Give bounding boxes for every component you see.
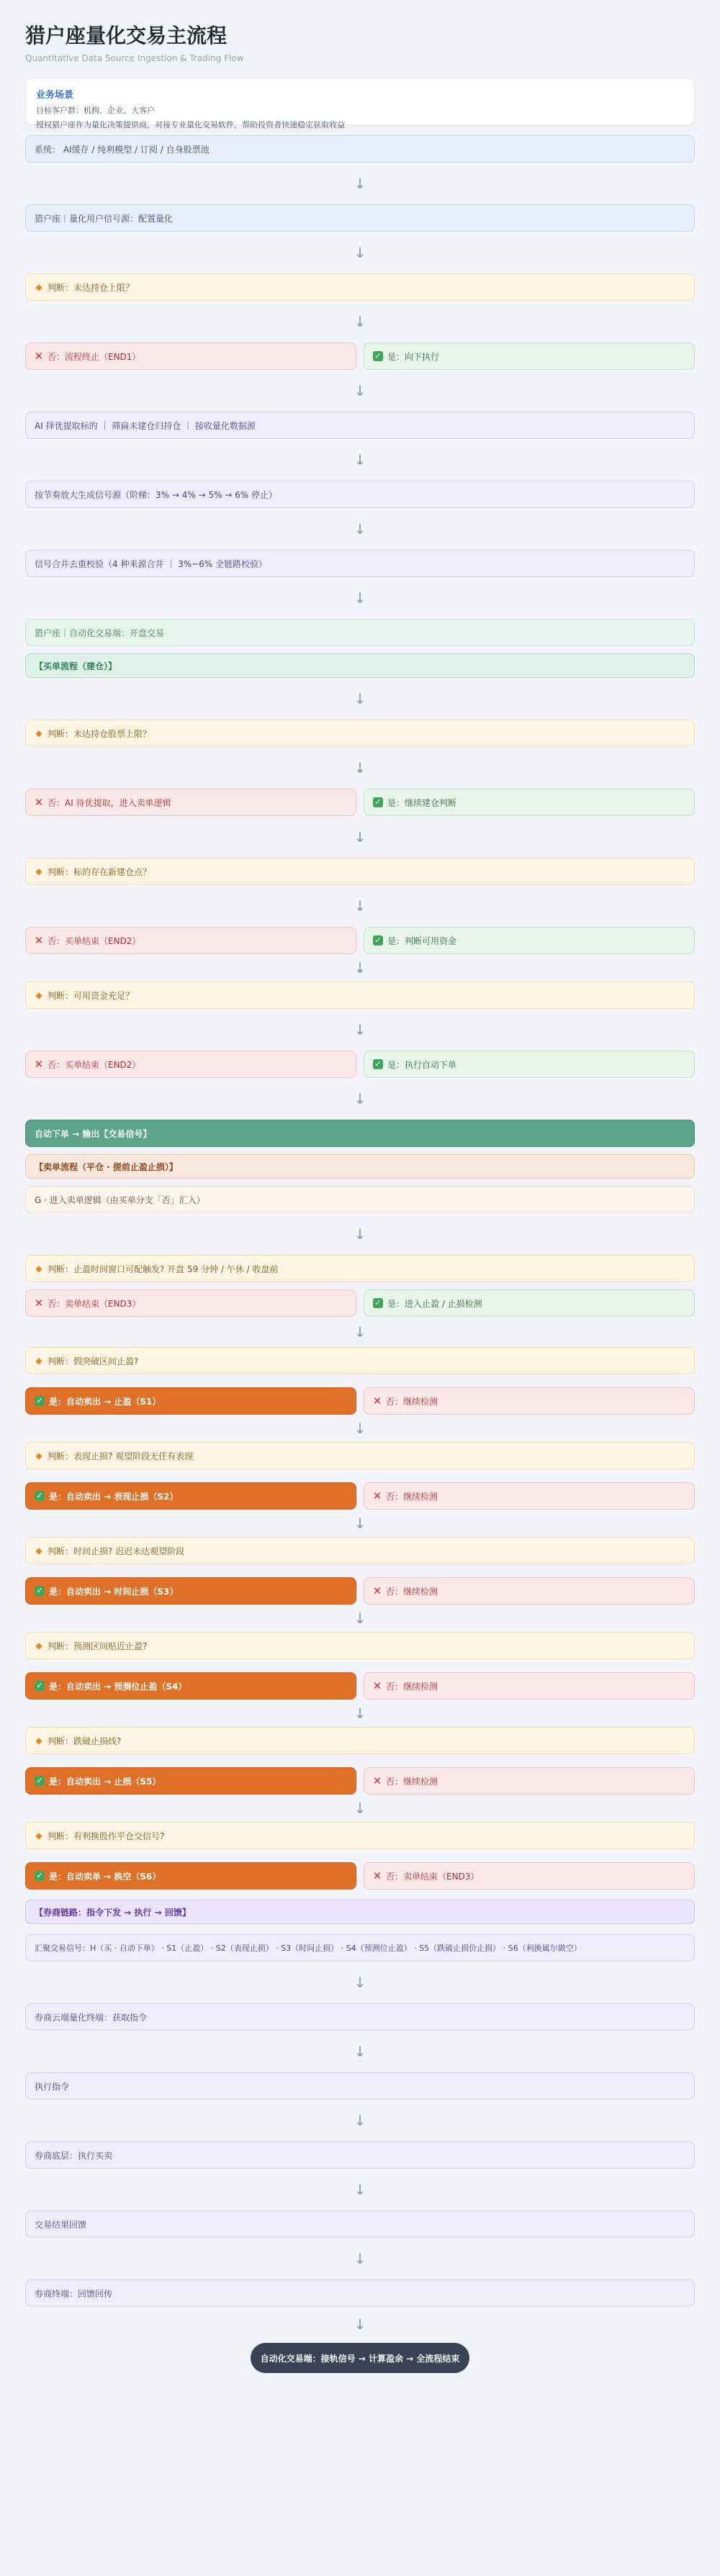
branch-yes — [364, 1051, 695, 1078]
cross-icon: ✕ — [34, 796, 44, 809]
node-tiers — [25, 481, 695, 508]
diamond-icon: ◆ — [35, 1831, 42, 1841]
arrow-down-icon: ↓ — [354, 1974, 366, 1991]
branch-row — [25, 1482, 695, 1510]
node-label: 判断：表现止损? 观望阶段无任有表现 — [48, 1451, 194, 1461]
node-label: 否：AI 待优提取，进入卖单逻辑 — [48, 797, 171, 808]
branch-sell-s6 — [25, 1862, 356, 1890]
node-label: 信号合并去重校验（4 种来源合并 ｜ 3%~6% 全链路校验） — [35, 558, 268, 569]
node-label: 【买单流程（建仓）】 — [35, 661, 117, 671]
node-label: 券商底层：执行买卖 — [35, 2150, 113, 2161]
arrow-down-icon: ↓ — [354, 1515, 366, 1532]
branch-row — [25, 1862, 695, 1890]
scenario-card — [25, 78, 695, 130]
decision-new-point — [25, 858, 695, 885]
node-label: 是：判断可用资金 — [387, 935, 457, 946]
node-broker-buy — [25, 2141, 695, 2169]
branch-continue — [364, 1387, 695, 1415]
diamond-icon: ◆ — [35, 1451, 42, 1461]
decision-window — [25, 1255, 695, 1282]
diamond-icon: ◆ — [35, 1546, 42, 1556]
page-title: 猎户座量化交易主流程 — [25, 24, 228, 47]
node-label: 否：继续检测 — [386, 1681, 438, 1692]
node-label: 猎户座｜量化用户信号源：配置量化 — [35, 213, 174, 224]
arrow-down-icon: ↓ — [354, 2112, 366, 2129]
node-label: 判断：跌破止损线? — [48, 1736, 122, 1746]
node-label: 是：自动卖出 → 表现止损（S2） — [49, 1491, 179, 1502]
end-wrap — [25, 2343, 695, 2373]
diamond-icon: ◆ — [35, 728, 42, 738]
node-label: 否：卖单结束（END3） — [48, 1298, 141, 1309]
branch-sell-s3 — [25, 1577, 356, 1605]
node-execute — [25, 2072, 695, 2100]
diamond-icon: ◆ — [35, 866, 42, 876]
decision-predict — [25, 1632, 695, 1659]
diamond-icon: ◆ — [35, 1641, 42, 1651]
node-label: 是：自动卖出 → 止损（S5） — [49, 1776, 161, 1787]
arrow-down-icon: ↓ — [354, 1705, 366, 1722]
arrow-down-icon: ↓ — [354, 1323, 366, 1341]
node-label: 交易结果回馈 — [35, 2219, 87, 2230]
branch-row — [25, 1387, 695, 1415]
branch-row — [25, 343, 695, 370]
branch-no — [25, 789, 356, 816]
node-label: 判断：预测区间贴近止盈? — [48, 1641, 148, 1651]
branch-continue — [364, 1482, 695, 1510]
arrow-down-icon: ↓ — [354, 244, 366, 261]
decision-time — [25, 1537, 695, 1564]
node-terminal — [25, 2280, 695, 2307]
check-icon: ✓ — [373, 797, 383, 807]
node-label: 判断：止盈时间窗口可配触发? 开盘 59 分钟 / 午休 / 收盘前 — [48, 1264, 279, 1274]
check-icon: ✓ — [35, 1491, 45, 1501]
arrow-down-icon: ↓ — [354, 959, 366, 976]
decision-stock-limit — [25, 720, 695, 747]
cross-icon: ✕ — [372, 1584, 382, 1597]
decision-hold-limit — [25, 273, 695, 301]
node-result — [25, 2210, 695, 2238]
branch-row — [25, 1051, 695, 1078]
arrow-down-icon: ↓ — [354, 1800, 366, 1817]
arrow-down-icon: ↓ — [354, 2181, 366, 2198]
arrow-down-icon: ↓ — [354, 1021, 366, 1038]
scenario-line-1: 目标客户群：机构、企业、大客户 — [36, 106, 155, 115]
node-label: 是：继续建仓判断 — [387, 797, 457, 808]
check-icon: ✓ — [35, 1681, 45, 1691]
node-label: 【券商链路：指令下发 → 执行 → 回馈】 — [35, 1907, 191, 1918]
node-label: 判断：时间止损? 迟迟未达观望阶段 — [48, 1546, 185, 1556]
node-label: 否：买单结束（END2） — [48, 935, 141, 946]
branch-row — [25, 789, 695, 816]
node-label: 否：继续检测 — [386, 1396, 438, 1407]
branch-continue — [364, 1767, 695, 1795]
node-label: 判断：可用资金充足？ — [48, 990, 135, 1001]
node-label: 否：买单结束（END2） — [48, 1059, 141, 1070]
scenario-line-2: 授权猎户座作为量化决策提供商，对接专业量化交易软件，帮助投资者快速稳定获取收益 — [36, 120, 345, 130]
node-label: 判断：假突破区间止盈? — [48, 1356, 139, 1366]
node-label: 否：流程终止（END1） — [48, 351, 141, 362]
branch-row — [25, 1672, 695, 1700]
node-label: 券商终端：回馈回传 — [35, 2288, 113, 2299]
node-label: 是：自动卖出 → 预测位止盈（S4） — [49, 1681, 187, 1692]
node-label: 判断：未达持仓上限？ — [48, 282, 135, 293]
arrow-down-icon: ↓ — [354, 1420, 366, 1437]
scenario-heading: 业务场景 — [36, 90, 74, 101]
node-label: 否：继续检测 — [386, 1586, 438, 1597]
node-label: 按节奏放大生成信号源（阶梯：3% → 4% → 5% → 6% 停止） — [35, 489, 278, 500]
branch-sell-s5 — [25, 1767, 356, 1795]
diamond-icon: ◆ — [35, 990, 42, 1000]
branch-no — [25, 1289, 356, 1317]
branch-row — [25, 1767, 695, 1795]
check-icon: ✓ — [373, 351, 383, 361]
cross-icon: ✕ — [34, 934, 44, 947]
node-label: 否：卖单结束（END3） — [386, 1871, 480, 1882]
branch-row — [25, 1577, 695, 1605]
diamond-icon: ◆ — [35, 1264, 42, 1274]
node-label: 是：自动卖出 → 止盈（S1） — [49, 1396, 161, 1407]
decision-break-line — [25, 1727, 695, 1754]
node-config — [25, 204, 695, 232]
branch-continue — [364, 1577, 695, 1605]
node-label: 是：自动卖出 → 时间止损（S3） — [49, 1586, 179, 1597]
page-subtitle: Quantitative Data Source Ingestion & Trading Flow — [25, 53, 244, 63]
arrow-down-icon: ↓ — [354, 1610, 366, 1627]
node-system — [25, 135, 695, 163]
arrow-down-icon: ↓ — [354, 589, 366, 607]
arrow-down-icon: ↓ — [354, 2316, 366, 2333]
node-label: G · 进入卖单逻辑（由买单分支「否」汇入） — [35, 1194, 205, 1205]
decision-breakout — [25, 1347, 695, 1374]
arrow-down-icon: ↓ — [354, 175, 366, 192]
node-label: 执行指令 — [35, 2081, 70, 2092]
branch-row — [25, 1289, 695, 1317]
branch-row — [25, 927, 695, 954]
node-broker-fetch — [25, 2003, 695, 2031]
branch-yes — [364, 343, 695, 370]
branch-yes — [364, 927, 695, 954]
node-label: 是：进入止盈 / 止损检测 — [387, 1298, 482, 1309]
cross-icon: ✕ — [372, 1869, 382, 1882]
branch-yes — [364, 1289, 695, 1317]
cross-icon: ✕ — [372, 1774, 382, 1787]
check-icon: ✓ — [35, 1871, 45, 1881]
branch-no — [25, 927, 356, 954]
branch-no — [25, 343, 356, 370]
node-signal-summary — [25, 1934, 695, 1962]
node-auto-order — [25, 1120, 695, 1147]
arrow-down-icon: ↓ — [354, 1225, 366, 1243]
arrow-down-icon: ↓ — [354, 2250, 366, 2267]
check-icon: ✓ — [373, 1298, 383, 1308]
node-label: 猎户座｜自动化交易端：开盘交易 — [35, 627, 165, 638]
check-icon: ✓ — [373, 935, 383, 945]
section-broker-header — [25, 1900, 695, 1924]
cross-icon: ✕ — [34, 1297, 44, 1310]
node-auto-open — [25, 619, 695, 646]
arrow-down-icon: ↓ — [354, 690, 366, 707]
diamond-icon: ◆ — [35, 1736, 42, 1746]
arrow-down-icon: ↓ — [354, 520, 366, 538]
branch-end3 — [364, 1862, 695, 1890]
cross-icon: ✕ — [372, 1489, 382, 1502]
node-label: 是：向下执行 — [387, 351, 440, 362]
node-label: 判断：有利换股作平仓交信号? — [48, 1831, 165, 1841]
node-label: 是：执行自动下单 — [387, 1059, 457, 1070]
decision-performance — [25, 1442, 695, 1469]
cross-icon: ✕ — [34, 1058, 44, 1071]
branch-sell-s2 — [25, 1482, 356, 1510]
node-label: 【卖单流程（平仓 · 提前止盈止损）】 — [35, 1161, 178, 1172]
branch-sell-s4 — [25, 1672, 356, 1700]
node-label: 否：继续检测 — [386, 1491, 438, 1502]
check-icon: ✓ — [35, 1776, 45, 1786]
section-sell-header — [25, 1154, 695, 1179]
arrow-down-icon: ↓ — [354, 897, 366, 915]
decision-funds — [25, 981, 695, 1009]
arrow-down-icon: ↓ — [354, 451, 366, 468]
arrow-down-icon: ↓ — [354, 382, 366, 399]
branch-continue — [364, 1672, 695, 1700]
cross-icon: ✕ — [372, 1679, 382, 1692]
check-icon: ✓ — [35, 1586, 45, 1596]
diamond-icon: ◆ — [35, 282, 42, 292]
arrow-down-icon: ↓ — [354, 828, 366, 845]
node-label: 是：自动卖单 → 换空（S6） — [49, 1871, 161, 1882]
diamond-icon: ◆ — [35, 1356, 42, 1366]
node-label: 判断：标的存在新建仓点？ — [48, 866, 152, 877]
branch-no — [25, 1051, 356, 1078]
node-label: 自动下单 → 输出【交易信号】 — [35, 1128, 152, 1139]
branch-sell-s1 — [25, 1387, 356, 1415]
node-label: 判断：未达持仓股票上限？ — [48, 728, 152, 739]
node-merge — [25, 550, 695, 577]
check-icon: ✓ — [373, 1059, 383, 1069]
node-label: 券商云端量化终端：获取指令 — [35, 2012, 148, 2023]
cross-icon: ✕ — [372, 1394, 382, 1407]
decision-pair — [25, 1822, 695, 1849]
check-icon: ✓ — [35, 1396, 45, 1406]
section-buy-header — [25, 653, 695, 678]
node-ai-pick — [25, 412, 695, 439]
node-sell-entry — [25, 1186, 695, 1213]
end-node: 自动化交易端：接轨信号 → 计算盈余 → 全流程结束 — [251, 2343, 470, 2373]
node-label: AI 择优提取标的 ｜ 筛扁未建仓归持仓 ｜ 接收量化数据源 — [35, 420, 256, 431]
node-label: 否：继续检测 — [386, 1776, 438, 1787]
arrow-down-icon: ↓ — [354, 313, 366, 330]
arrow-down-icon: ↓ — [354, 759, 366, 776]
branch-yes — [364, 789, 695, 816]
arrow-down-icon: ↓ — [354, 2043, 366, 2060]
arrow-down-icon: ↓ — [354, 1090, 366, 1107]
node-label: 汇聚交易信号：H（买 · 自动下单） · S1（止盈） · S2（表现止损） · S3（时间止损） · S4（预测位止盈） · S5（跌破止损价止损） · S6（利换属尔做空） — [35, 1944, 582, 1953]
node-label: 系统： AI缓存 / 纯利模型 / 订阅 / 自身股票池 — [35, 144, 210, 155]
cross-icon: ✕ — [34, 350, 44, 363]
